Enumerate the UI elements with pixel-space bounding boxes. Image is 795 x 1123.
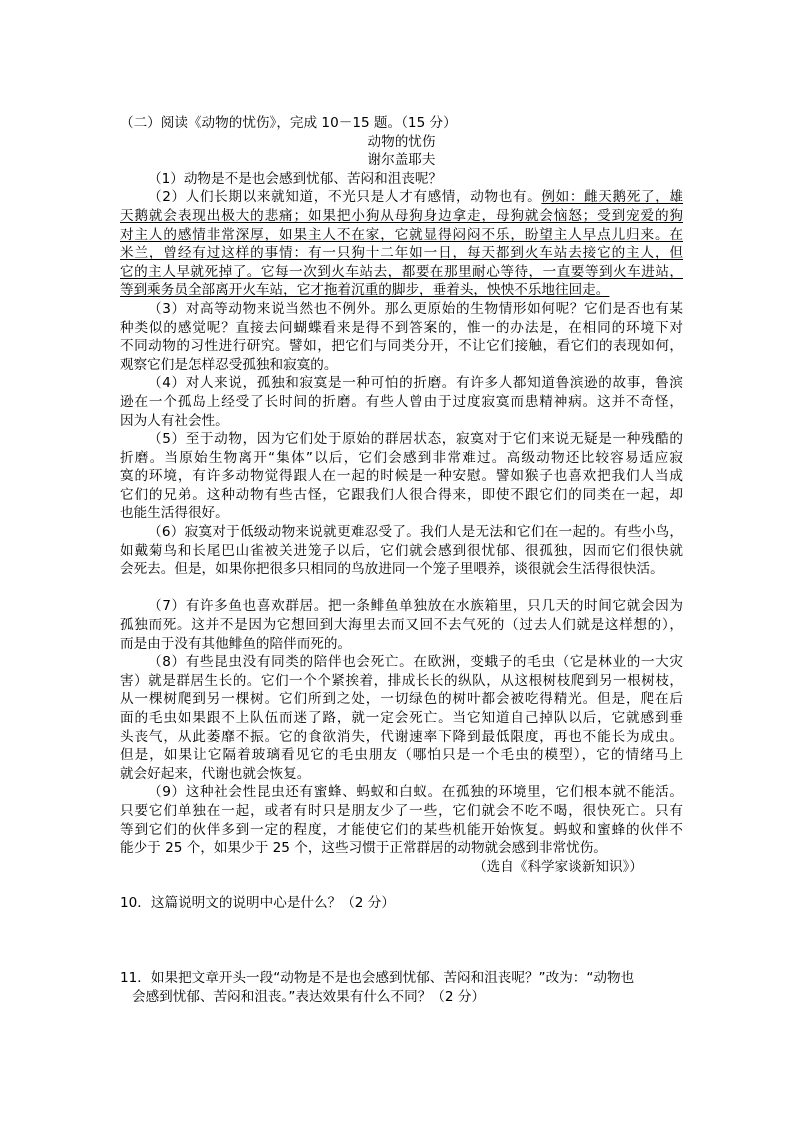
paragraph-line: [120, 839, 683, 858]
text-span: 但是，如果让它隔着玻璃看见它的毛虫朋友（哪怕只是一个毛虫的模型），它的情绪马上: [120, 747, 683, 764]
article-title: 动物的忧伤: [367, 133, 436, 150]
text-span: 折磨。当原始生物离开“集体”以后，它们会感到非常难过。高级动物还比较容易适应寂: [120, 449, 683, 466]
text-span: 如戴菊鸟和长尾巴山雀被关进笼子以后，它们就会感到很忧郁、很孤独，因而它们很快就: [120, 542, 683, 559]
text-span: 等到它们的伙伴多到一定的程度，才能使它们的某些机能开始恢复。蚂蚁和蜜蜂的伙伴不: [120, 821, 683, 838]
text-span: 会死去。但是，如果你把很多只相同的鸟放进同一个笼子里喂养，谈很就会生活得很快活。: [120, 561, 664, 578]
paragraph-line: [120, 319, 683, 338]
paragraph-9: [120, 783, 683, 857]
text-span: 它们的兄弟。这种动物有些古怪，它跟我们人很合得来，即使不跟它们的同类在一起，却: [120, 486, 683, 503]
paragraph-line: [120, 709, 683, 728]
paragraph-8: [120, 653, 683, 783]
question-10: [120, 894, 683, 913]
paragraph-line: [120, 597, 683, 616]
text-span: （8）有些昆虫没有同类的陪伴也会死亡。在欧洲，变蛾子的毛虫（它是林业的一大灾: [148, 654, 683, 671]
paragraph-line: [120, 765, 683, 784]
paragraph-line: [120, 207, 683, 226]
paragraph-6: [120, 523, 683, 579]
paragraph-line: [120, 560, 683, 579]
underlined-text: 它的主人早就死掉了。它每一次到火车站去，都要在那里耐心等待，一直要等到火车进站，: [120, 263, 683, 280]
text-span: 头丧气，从此萎靡不振。它的食欲消失，代谢速率下降到最低限度，再也不能长为成虫。: [120, 728, 683, 745]
text-span: 观察它们是怎样忍受孤独和寂寞的。: [120, 356, 338, 373]
text-span: 因为人有社会性。: [120, 412, 229, 429]
paragraph-line: [120, 449, 683, 468]
underlined-text: 等到乘务员全部离开火车站，它才拖着沉重的脚步，垂着头，怏怏不乐地往回走。: [120, 282, 610, 299]
text-span: 也能生活得很好。: [120, 505, 229, 522]
underlined-text: 对主人的感情非常深厚，如果主人不在家，它就显得闷闷不乐，盼望主人早点儿归来。在: [120, 226, 683, 243]
paragraph-line: [120, 263, 683, 282]
article-author: 谢尔盖耶夫: [367, 152, 436, 169]
paragraph-line: [120, 430, 683, 449]
paragraph-line: [120, 802, 683, 821]
text-span: 而是由于没有其他鲱鱼的陪伴而死的。: [120, 635, 352, 652]
underlined-text: 例如：雌天鹅死了，雄: [541, 189, 683, 206]
paragraph-line: [120, 523, 683, 542]
text-span: （6）寂寞对于低级动物来说就更难忍受了。我们人是无法和它们在一起的。有些小鸟，: [148, 524, 683, 541]
text-span: 逊在一个孤岛上经受了长时间的折磨。有些人曾由于过度寂寞而患精神病。这并不奇怪，: [120, 393, 683, 410]
paragraph-line: [120, 467, 683, 486]
paragraph-5: [120, 430, 683, 523]
text-span: 能少于 25 个，如果少于 25 个，这些习惯于正常群居的动物就会感到非常忧伤。: [120, 840, 607, 857]
paragraph-line: [120, 374, 683, 393]
text-span: 面的毛虫如果跟不上队伍而迷了路，就一定会死亡。当它知道自己掉队以后，它就感到垂: [120, 710, 683, 726]
text-span: 不同动物的习性进行研究。譬如，把它们与同类分开，不让它们接触，看它们的表现如何，: [120, 338, 683, 355]
paragraph-line: [120, 653, 683, 672]
text-span: （5）至于动物，因为它们处于原始的群居状态，寂寞对于它们来说无疑是一种残酷的: [148, 431, 683, 448]
text-span: （3）对高等动物来说当然也不例外。那么更原始的生物情形如何呢？它们是否也有某: [148, 300, 683, 317]
paragraph-3: [120, 300, 683, 374]
document-page: [120, 114, 683, 1006]
text-span: （1）动物是不是也会感到忧郁、苦闷和沮丧呢？: [148, 170, 443, 187]
paragraph-line: [120, 635, 683, 654]
paragraph-7: [120, 597, 683, 653]
underlined-text: 天鹅就会表现出极大的悲痛；如果把小狗从母狗身边拿走，母狗就会恼怒；受到宠爱的狗: [120, 207, 683, 224]
paragraph-line: [120, 672, 683, 691]
article-body: [120, 170, 683, 858]
paragraph-line: [120, 300, 683, 319]
section-heading: （二）阅读《动物的忧伤》，完成 10－15 题。（15 分）: [120, 115, 457, 131]
paragraph-line: [120, 188, 683, 207]
underlined-text: 米兰，曾经有过这样的事情：有一只狗十二年如一日，每天都到火车站去接它的主人，但: [120, 245, 683, 262]
paragraph-line: [120, 542, 683, 561]
article-source: （选自《科学家谈新知识》）: [473, 858, 643, 875]
paragraph-4: [120, 374, 683, 430]
paragraph-line: [120, 728, 683, 747]
paragraph-line: [120, 244, 683, 263]
text-span: 就会好起来，代谢也就会恢复。: [120, 765, 311, 782]
text-span: （9）这种社会性昆虫还有蜜蜂、蚂蚁和白蚁。在孤独的环境里，它们根本就不能活。: [148, 784, 683, 801]
paragraph-line: [120, 170, 683, 189]
text-span: 害）就是群居生长的。它们一个个紧挨着，排成长长的纵队，从这根树枝爬到另一根树枝，: [120, 672, 683, 689]
question-11: [120, 969, 683, 1006]
question-line: 会感到忧郁、苦闷和沮丧。”表达效果有什么不同？（2 分）: [132, 988, 486, 1005]
paragraph-line: [120, 821, 683, 840]
paragraph-line: [120, 783, 683, 802]
paragraph-line: [120, 393, 683, 412]
paragraph-2: [120, 188, 683, 300]
paragraph-line: [120, 337, 683, 356]
text-span: 寞的环境，有许多动物觉得跟人在一起的时候是一种安慰。譬如猴子也喜欢把我们人当成: [120, 468, 683, 485]
text-span: （7）有许多鱼也喜欢群居。把一条鲱鱼单独放在水族箱里，只几天的时间它就会因为: [148, 598, 683, 615]
paragraph-line: [120, 690, 683, 709]
question-line: 10．这篇说明文的说明中心是什么？（2 分）: [120, 895, 395, 912]
paragraph-1: [120, 170, 683, 189]
paragraph-line: [120, 746, 683, 765]
text-span: 孤独而死。这并不是因为它想回到大海里去而又回不去气死的（过去人们就是这样想的），: [120, 617, 683, 634]
text-span: 种类似的感觉呢？直接去问蝴蝶看来是得不到答案的，惟一的办法是，在相同的环境下对: [120, 319, 683, 336]
paragraph-line: [120, 412, 683, 431]
text-span: （4）对人来说，孤独和寂寞是一种可怕的折磨。有许多人都知道鲁滨逊的故事，鲁滨: [148, 375, 683, 392]
question-line: 11．如果把文章开头一段“动物是不是也会感到忧郁、苦闷和沮丧呢？”改为：“动物也: [120, 969, 635, 986]
paragraph-line: [120, 356, 683, 375]
paragraph-line: [120, 486, 683, 505]
text-span: （2）人们长期以来就知道，不光只是人才有感情，动物也有。: [148, 189, 542, 206]
paragraph-line: [120, 281, 683, 300]
text-span: 只要它们单独在一起，或者有时只是朋友少了一些，它们就会不吃不喝，很快死亡。只有: [120, 802, 683, 819]
paragraph-line: [120, 616, 683, 635]
paragraph-line: [120, 226, 683, 245]
paragraph-line: [120, 504, 683, 523]
text-span: 从一棵树爬到另一棵树。它们所到之处，一切绿色的树叶都会被吃得精光。但是，爬在后: [120, 691, 683, 708]
